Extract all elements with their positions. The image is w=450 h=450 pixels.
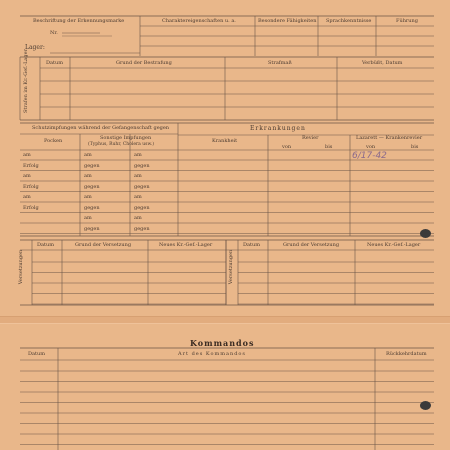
handwritten-date: 6/17-42 — [352, 151, 387, 161]
impfung-cell-label: am — [84, 152, 92, 158]
impfung-cell-label: am — [84, 215, 92, 221]
punch-hole-lower — [420, 401, 431, 410]
nr-label: Nr. — [50, 30, 58, 36]
impfung-cell-label: gegen — [84, 183, 100, 190]
versetzungen-datum-header-left: Datum — [37, 242, 54, 248]
impfung-cell-label: gegen — [134, 225, 150, 232]
impfungen-header: Schutzimpfungen während der Gefangenschaft gegen — [32, 125, 170, 131]
impfung-cell-label: am — [134, 173, 142, 179]
versetzungen-grund-header-right: Grund der Versetzung — [283, 242, 340, 248]
charakter-label: Charaktereigenschaften u. a. — [162, 18, 236, 24]
versetzungen-grund-header-left: Grund der Versetzung — [75, 242, 132, 248]
faehigkeiten-label: Besondere Fähigkeiten — [258, 18, 317, 24]
revier-header: Revier — [302, 135, 319, 141]
versetzungen-datum-header-right: Datum — [243, 242, 260, 248]
versetzungen-neues-header-right: Neues Kr.-Gef.-Lager — [367, 242, 421, 248]
sonstige-header: Sonstige Impfungen — [100, 135, 152, 141]
strafen-datum-header: Datum — [46, 60, 63, 66]
impfung-cell-label: am — [134, 152, 142, 158]
impfung-cell-label: gegen — [134, 162, 150, 169]
lazarett-header: Lazarett — Krankenrevier — [356, 135, 423, 141]
strafen-side-label: Strafen im Kr.-Gef.-Lager — [23, 49, 29, 113]
impfung-cell-label: Erfolg — [23, 162, 39, 169]
impfung-cell-label: am — [84, 194, 92, 200]
impfung-cell-label: gegen — [134, 183, 150, 190]
kommandos-datum-header: Datum — [28, 351, 45, 357]
versetzungen-side-label-left: Versetzungen — [18, 249, 24, 285]
impfung-cell-label: gegen — [84, 204, 100, 211]
impfung-cell-label: Erfolg — [23, 183, 39, 190]
lazarett-von: von — [366, 144, 376, 150]
impfung-cell-label: gegen — [84, 225, 100, 232]
impfung-cell-label: am — [23, 152, 31, 158]
pocken-header: Pocken — [44, 138, 63, 144]
impfung-cell-label: am — [134, 215, 142, 221]
kommandos-title: Kommandos — [190, 338, 255, 348]
sonstige-subheader: (Typhus, Ruhr, Cholera usw.) — [88, 142, 154, 147]
erkrankungen-header: Erkrankungen — [250, 125, 306, 132]
strafen-grund-header: Grund der Bestrafung — [116, 60, 172, 66]
impfung-cell-label: am — [134, 194, 142, 200]
strafen-verbuesst-header: Verbüßt, Datum — [362, 60, 403, 66]
impfung-cell-label: gegen — [84, 162, 100, 169]
impfung-cell-label: Erfolg — [23, 204, 39, 211]
sprachkenntnisse-label: Sprachkenntnisse — [326, 18, 372, 24]
punch-hole-upper — [420, 229, 431, 238]
krankheit-header: Krankheit — [212, 138, 238, 144]
strafen-strafmass-header: Strafmaß — [268, 60, 292, 66]
impfung-cell-label: am — [84, 173, 92, 179]
lager-label: Lager: — [25, 44, 45, 51]
impfung-cell-label: am — [23, 173, 31, 179]
kommandos-rueckkehr-header: Rückkehrdatum — [386, 351, 427, 357]
impfung-cell-label: am — [23, 194, 31, 200]
lazarett-bis: bis — [411, 144, 419, 150]
kommandos-art-header: Art des Kommandos — [178, 351, 246, 357]
versetzungen-side-label-right: Versetzungen — [228, 249, 234, 285]
revier-von: von — [282, 144, 292, 150]
versetzungen-neues-header-left: Neues Kr.-Gef.-Lager — [159, 242, 213, 248]
fuehrung-label: Führung — [396, 18, 418, 24]
revier-bis: bis — [325, 144, 333, 150]
impfung-cell-label: gegen — [134, 204, 150, 211]
erkennungsmarke-label: Beschriftung der Erkennungsmarke — [33, 18, 125, 24]
